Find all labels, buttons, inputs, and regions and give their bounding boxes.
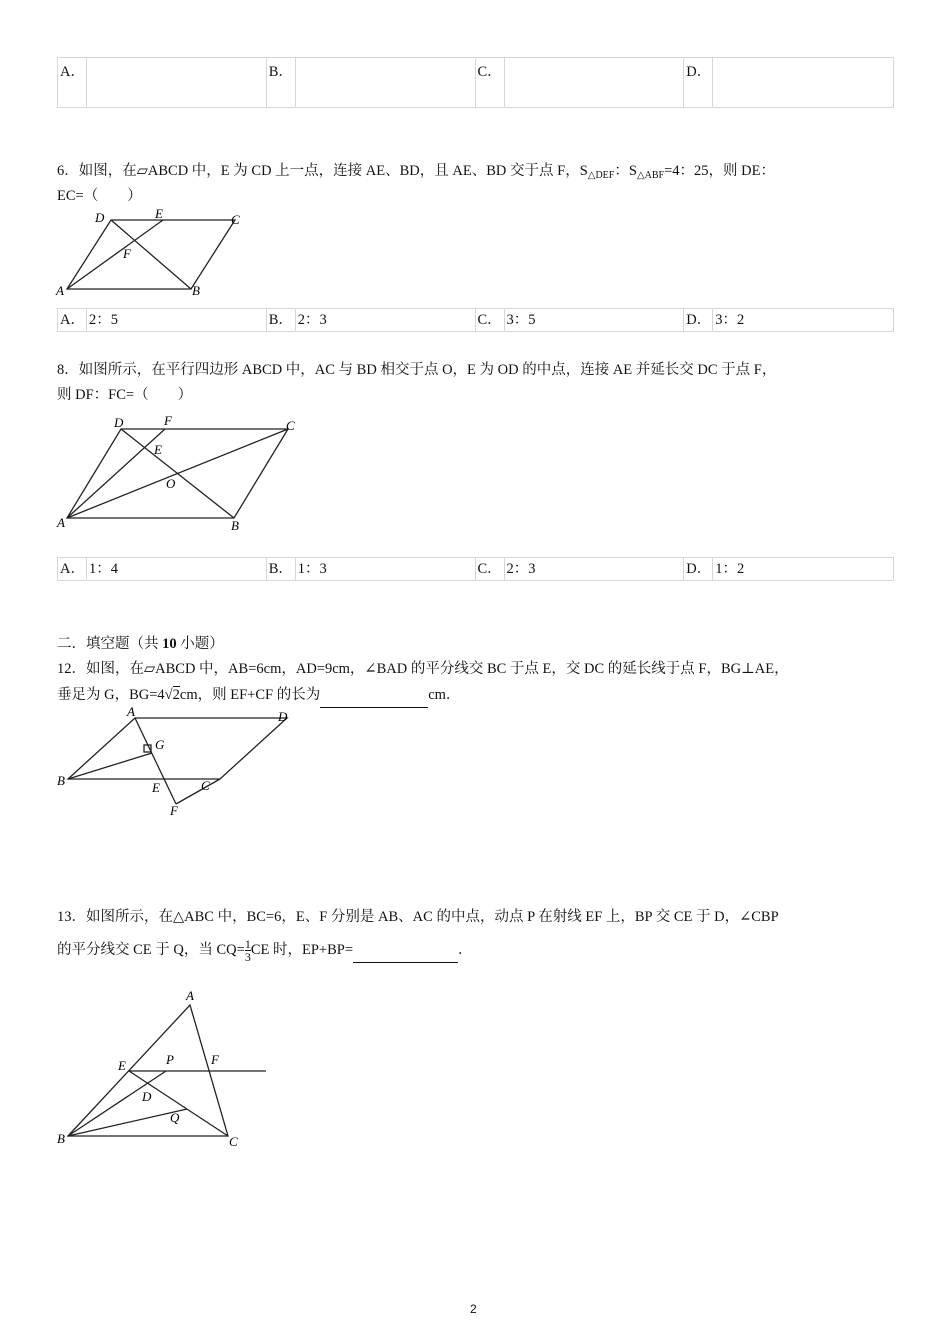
fraction-denominator: 3 [244, 950, 251, 965]
q13-line2 [57, 938, 473, 963]
option-value [505, 58, 685, 107]
option-letter: D． [684, 309, 713, 331]
q13-figure [50, 985, 280, 1155]
option-letter: D． [684, 58, 713, 107]
q8-option-a [58, 558, 267, 580]
option-letter: A． [58, 309, 87, 331]
label-c: C [201, 778, 210, 793]
q12-text-start: 垂足为 G，BG=4 [57, 687, 165, 703]
option-letter: A． [58, 558, 87, 580]
top-option-d [684, 58, 893, 107]
q6-subscript-def: △DEF [587, 170, 615, 181]
q6-option-d [684, 309, 893, 331]
label-o: O [166, 476, 176, 491]
option-value: 3：5 [505, 309, 685, 331]
label-e: E [154, 442, 162, 457]
label-a: A [57, 515, 65, 530]
q13-text-mid: CE 时，EP+BP= [250, 942, 353, 958]
label-b: B [57, 773, 65, 788]
q12-line-cf [176, 779, 220, 804]
section-heading [57, 632, 224, 656]
q13-text-end: ． [458, 942, 473, 958]
q8-line2: 则 DF：FC=（ ） [57, 387, 193, 403]
q6-option-c [476, 309, 685, 331]
q12-text-end: cm． [428, 687, 461, 703]
top-option-c [476, 58, 685, 107]
q8-option-d [684, 558, 893, 580]
q13-text-start: 的平分线交 CE 于 Q，当 CQ= [57, 942, 245, 958]
label-e: E [118, 1058, 126, 1073]
label-b: B [192, 283, 200, 298]
q12-text-mid: cm，则 EF+CF 的长为 [179, 687, 321, 703]
q8-option-b [267, 558, 476, 580]
q6-figure [50, 200, 310, 302]
top-options-table [57, 57, 894, 108]
label-d: D [114, 415, 124, 430]
label-c: C [229, 1134, 238, 1149]
label-c: C [231, 212, 240, 227]
q6-text-mid: ：S [614, 163, 637, 179]
option-value: 1：2 [715, 561, 745, 577]
label-d: D [95, 210, 105, 225]
label-f: F [123, 246, 131, 261]
label-a: A [127, 704, 135, 719]
option-letter: C． [476, 558, 505, 580]
option-value: 1：3 [296, 558, 476, 580]
section-heading-pre: 二．填空题（共 [57, 636, 163, 652]
q6-subscript-abf: △ABF [636, 170, 665, 181]
q8-options-table [57, 557, 894, 581]
label-d: D [278, 709, 288, 724]
label-b: B [231, 518, 239, 533]
q12-line1: 12．如图，在▱ABCD 中，AB=6cm，AD=9cm，∠BAD 的平分线交 BC 于点 E，交 DC 的延长线于点 F，BG⊥AE， [57, 661, 789, 677]
label-e: E [152, 780, 160, 795]
option-letter: C． [476, 58, 505, 107]
label-a: A [56, 283, 64, 298]
top-option-a [58, 58, 267, 107]
option-letter: B． [267, 558, 296, 580]
option-letter: A． [58, 58, 87, 107]
q6-line1 [57, 159, 775, 188]
q6-line2: EC=（ ） [57, 188, 142, 204]
q6-line-ae [67, 220, 163, 289]
q12-line-bg [68, 753, 152, 779]
label-f: F [170, 803, 178, 818]
label-f: F [164, 413, 172, 428]
option-value [87, 58, 267, 107]
label-e: E [155, 206, 163, 221]
option-value: 3：2 [715, 312, 745, 328]
label-g: G [155, 737, 165, 752]
option-value: 2：5 [87, 309, 267, 331]
option-letter: B． [267, 58, 296, 107]
option-value: 2：3 [505, 558, 685, 580]
option-value [296, 58, 476, 107]
q6-option-b [267, 309, 476, 331]
section-heading-count: 10 [162, 636, 177, 652]
q6-options-table [57, 308, 894, 332]
q13-answer-blank[interactable] [353, 938, 458, 963]
q12-parallelogram [68, 718, 287, 779]
label-a: A [186, 988, 194, 1003]
q13-line1: 13．如图所示，在△ABC 中，BC=6，E、F 分别是 AB、AC 的中点，动点 P 在射线 EF 上，BP 交 CE 于 D，∠CBP [57, 909, 779, 925]
label-p: P [166, 1052, 174, 1067]
section-heading-post: 小题） [176, 636, 224, 652]
option-value: 2：3 [296, 309, 476, 331]
q12-answer-blank[interactable] [320, 683, 428, 708]
fraction-numerator: 1 [244, 937, 251, 952]
option-letter: C． [476, 309, 505, 331]
option-letter: D． [684, 558, 713, 580]
top-option-b [267, 58, 476, 107]
label-b: B [57, 1131, 65, 1146]
label-c: C [286, 418, 295, 433]
q6-option-a [58, 309, 267, 331]
option-value: 1：4 [87, 558, 267, 580]
q8-line-af [67, 429, 165, 518]
sqrt-symbol: √2 [164, 687, 180, 703]
option-value [713, 58, 893, 107]
page-number: 2 [470, 1302, 477, 1316]
q8-option-c [476, 558, 685, 580]
label-q: Q [170, 1110, 180, 1125]
q6-text-start: 6．如图，在▱ABCD 中，E 为 CD 上一点，连接 AE、BD，且 AE、BD 交于点 F，S [57, 163, 588, 179]
label-d: D [142, 1089, 152, 1104]
option-letter: B． [267, 309, 296, 331]
label-f: F [211, 1052, 219, 1067]
q8-line1: 8．如图所示，在平行四边形 ABCD 中，AC 与 BD 相交于点 O，E 为 OD 的中点，连接 AE 并延长交 DC 于点 F， [57, 362, 777, 378]
q8-figure [50, 408, 310, 536]
q6-text-end: =4：25，则 DE： [664, 163, 775, 179]
q8-line-bd [121, 429, 234, 518]
q12-figure [50, 704, 310, 820]
sqrt-radicand: 2 [172, 687, 180, 703]
